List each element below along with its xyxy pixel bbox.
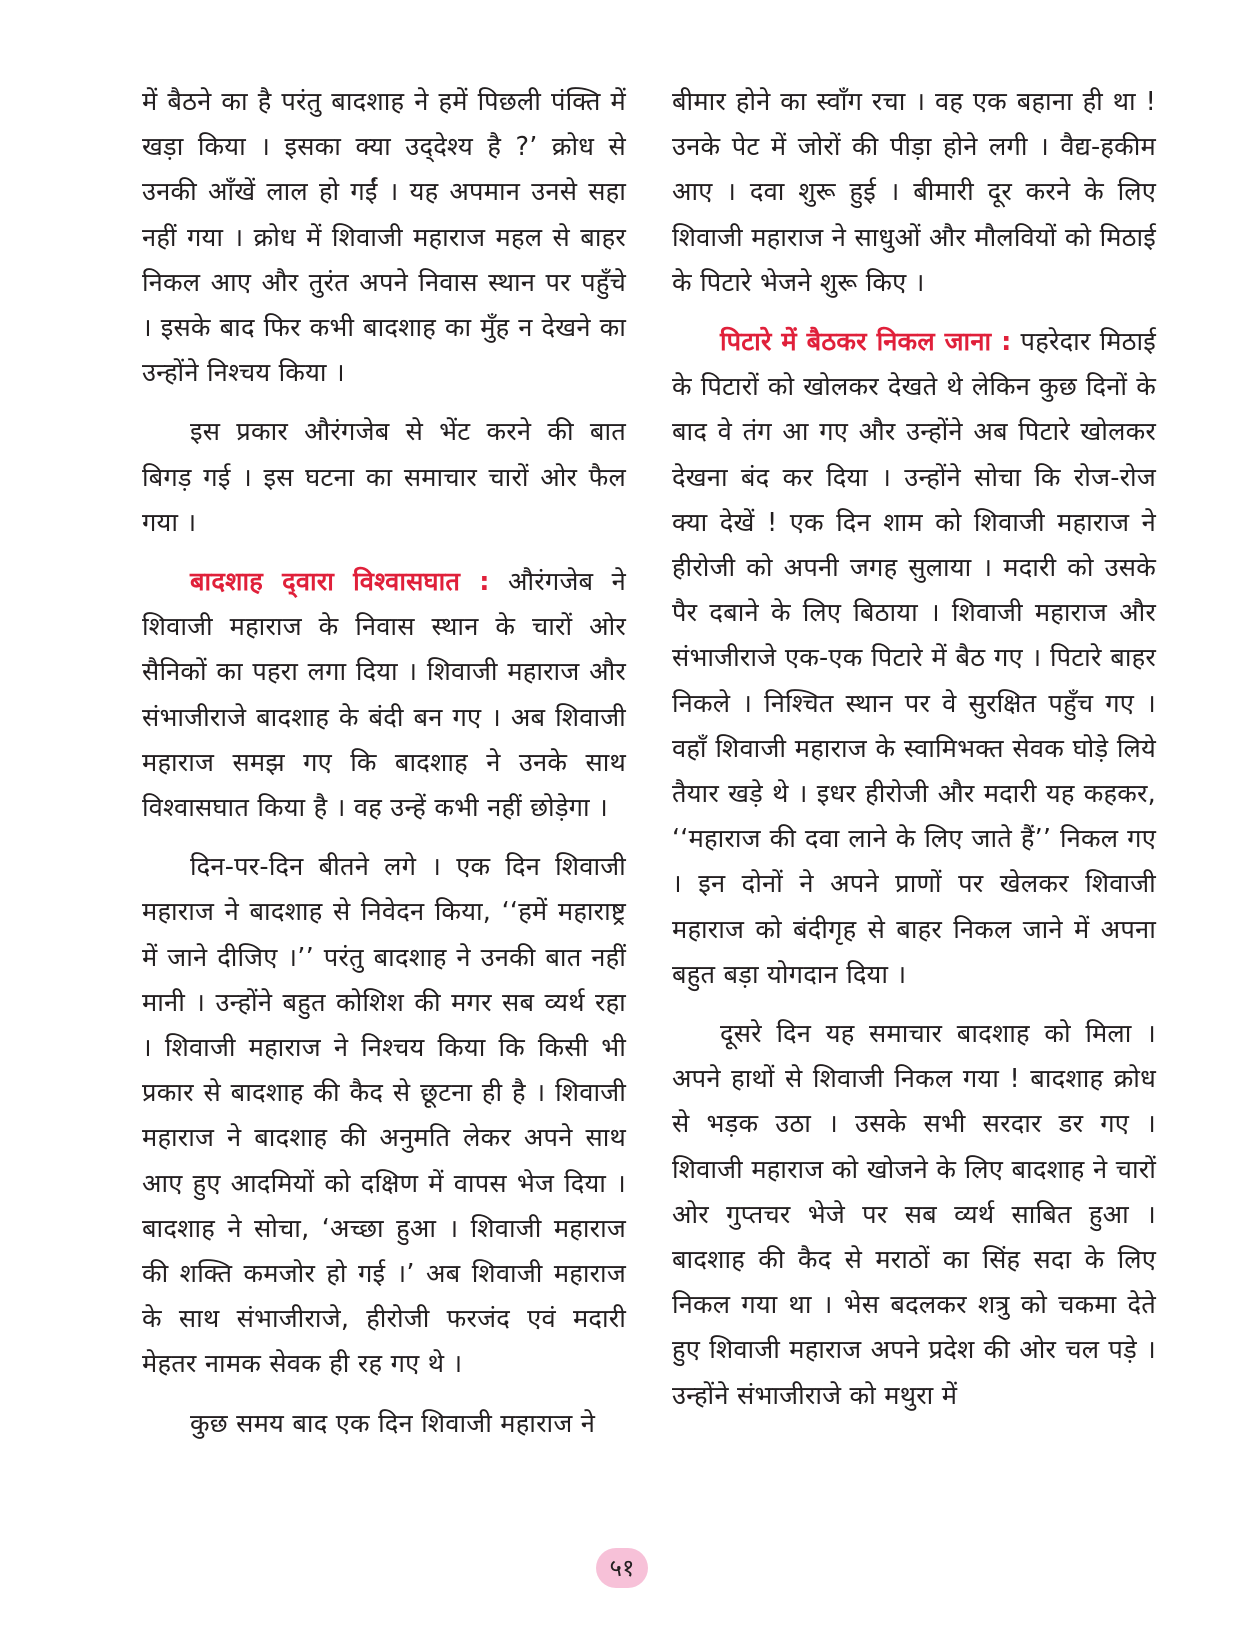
left-column: [142, 80, 626, 1461]
paragraph-text: में बैठने का है परंतु बादशाह ने हमें पिछली पंक्ति में खड़ा किया । इसका क्या उद्‌देश्य है ?’ क्रोध से उनकी आँखें लाल हो गईं । यह अपमान उनसे सहा नहीं गया । क्रोध में शिवाजी महाराज महल से बाहर निकल आए और तुरंत अपने निवास स्थान पर पहुँचे । इसके बाद फिर कभी बादशाह का मुँह न देखने का उन्होंने निश्चय किया ।: [142, 87, 626, 389]
right-column: [672, 80, 1156, 1433]
paragraph: [142, 410, 626, 546]
paragraph: [672, 80, 1156, 306]
paragraph-text: पहरेदार मिठाई के पिटारों को खोलकर देखते थे लेकिन कुछ दिनों के बाद वे तंग आ गए और उन्होंने अब पिटारे खोलकर देखना बंद कर दिया । उन्होंने सोचा कि रोज-रोज क्या देखें ! एक दिन शाम को शिवाजी महाराज ने हीरोजी को अपनी जगह सुलाया । मदारी को उसके पैर दबाने के लिए बिठाया । शिवाजी महाराज और संभाजीराजे एक-एक पिटारे में बैठ गए । पिटारे बाहर निकले । निश्चित स्थान पर वे सुरक्षित पहुँच गए । वहाँ शिवाजी महाराज के स्वामिभक्त सेवक घोड़े लिये तैयार खड़े थे । इधर हीरोजी और मदारी यह कहकर, ‘‘महाराज की दवा लाने के लिए जाते हैं’’ निकल गए । इन दोनों ने अपने प्राणों पर खेलकर शिवाजी महाराज को बंदीगृह से बाहर निकल जाने में अपना बहुत बड़ा योगदान दिया ।: [672, 327, 1156, 990]
paragraph-text: दिन-पर-दिन बीतने लगे । एक दिन शिवाजी महाराज ने बादशाह से निवेदन किया, ‘‘हमें महाराष्ट्र में जाने दीजिए ।’’ परंतु बादशाह ने उनकी बात नहीं मानी । उन्होंने बहुत कोशिश की मगर सब व्यर्थ रहा । शिवाजी महाराज ने निश्चय किया कि किसी भी प्रकार से बादशाह की कैद से छूटना ही है । शिवाजी महाराज ने बादशाह की अनुमति लेकर अपने साथ आए हुए आदमियों को दक्षिण में वापस भेज दिया । बादशाह ने सोचा, ‘अच्छा हुआ । शिवाजी महाराज की शक्ति कमजोर हो गई ।’ अब शिवाजी महाराज के साथ संभाजीराजे, हीरोजी फरजंद एवं मदारी मेहतर नामक सेवक ही रह गए थे ।: [142, 852, 626, 1380]
paragraph-text: इस प्रकार औरंगजेब से भेंट करने की बात बिगड़ गई । इस घटना का समाचार चारों ओर फैल गया ।: [142, 417, 626, 538]
paragraph: [672, 320, 1156, 998]
paragraph: [672, 1012, 1156, 1419]
paragraph: [142, 1402, 626, 1447]
section-heading: बादशाह द्‌वारा विश्वासघात :: [190, 567, 490, 598]
paragraph: [142, 845, 626, 1387]
paragraph: [142, 560, 626, 831]
page-number: ५१: [596, 1548, 648, 1588]
paragraph-text: दूसरे दिन यह समाचार बादशाह को मिला । अपने हाथों से शिवाजी निकल गया ! बादशाह क्रोध से भड़क उठा । उसके सभी सरदार डर गए । शिवाजी महाराज को खोजने के लिए बादशाह ने चारों ओर गुप्तचर भेजे पर सब व्यर्थ साबित हुआ । बादशाह की कैद से मराठों का सिंह सदा के लिए निकल गया था । भेस बदलकर शत्रु को चकमा देते हुए शिवाजी महाराज अपने प्रदेश की ओर चल पड़े । उन्होंने संभाजीराजे को मथुरा में: [672, 1019, 1156, 1411]
section-heading: पिटारे में बैठकर निकल जाना :: [720, 327, 1012, 358]
paragraph-text: औरंगजेब ने शिवाजी महाराज के निवास स्थान के चारों ओर सैनिकों का पहरा लगा दिया । शिवाजी महाराज और संभाजीराजे बादशाह के बंदी बन गए । अब शिवाजी महाराज समझ गए कि बादशाह ने उनके साथ विश्वासघात किया है । वह उन्हें कभी नहीं छोड़ेगा ।: [142, 567, 626, 824]
paragraph-text: बीमार होने का स्वाँग रचा । वह एक बहाना ही था ! उनके पेट में जोरों की पीड़ा होने लगी । वैद्य-हकीम आए । दवा शुरू हुई । बीमारी दूर करने के लिए शिवाजी महाराज ने साधुओं और मौलवियों को मिठाई के पिटारे भेजने शुरू किए ।: [672, 87, 1156, 298]
paragraph: [142, 80, 626, 396]
paragraph-text: कुछ समय बाद एक दिन शिवाजी महाराज ने: [190, 1408, 596, 1439]
